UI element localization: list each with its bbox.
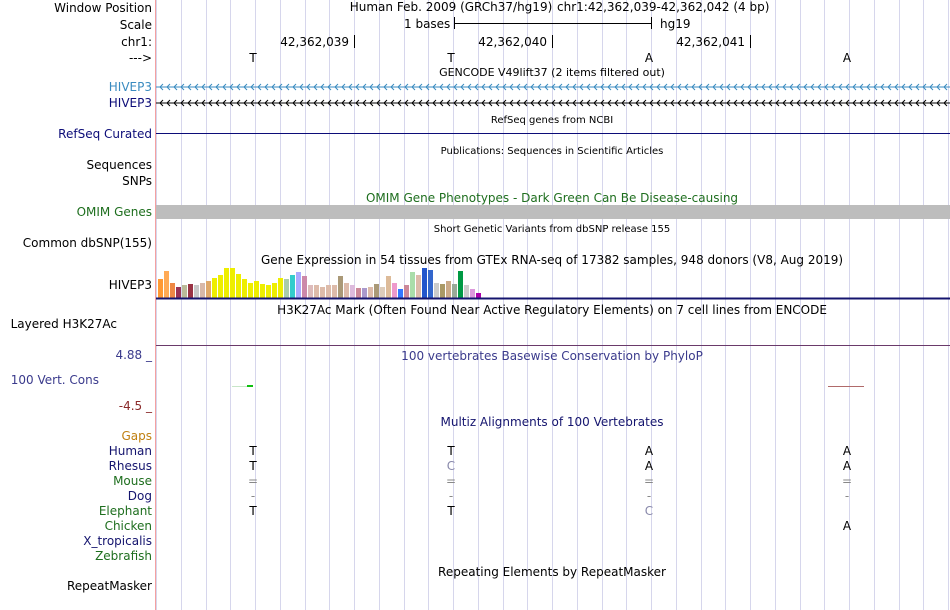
gtex-tissue-bar	[278, 278, 283, 298]
repeatmasker-track-title: Repeating Elements by RepeatMasker	[438, 565, 666, 579]
alignment-base: =	[841, 474, 853, 488]
gencode-item-label-2[interactable]: HIVEP3	[108, 96, 152, 110]
alignment-base: -	[448, 489, 454, 503]
snps-track-label[interactable]: SNPs	[122, 174, 152, 188]
gtex-tissue-bar	[458, 271, 463, 298]
repeatmasker-track-label[interactable]: RepeatMasker	[66, 579, 152, 593]
gtex-tissue-bar	[182, 285, 187, 298]
coordinate-label: 42,362,040	[478, 35, 547, 49]
gtex-tissue-bar	[320, 287, 325, 298]
species-label[interactable]: Mouse	[113, 474, 152, 488]
gtex-tissue-bar	[392, 283, 397, 298]
alignment-base: =	[247, 474, 259, 488]
alignment-base: -	[646, 489, 652, 503]
dbsnp-track-label[interactable]: Common dbSNP(155)	[22, 236, 152, 250]
gtex-tissue-bar	[416, 275, 421, 298]
gtex-tissue-bar	[176, 287, 181, 298]
gtex-tissue-bar	[272, 283, 277, 298]
gtex-tissue-bar	[452, 284, 457, 298]
alignment-base: A	[644, 459, 654, 473]
gtex-tissue-bar	[284, 279, 289, 298]
gtex-tissue-bar	[296, 272, 301, 298]
gtex-tissue-bar	[374, 284, 379, 298]
phylop-track-label[interactable]: 100 Vert. Cons	[10, 373, 99, 387]
species-label[interactable]: Rhesus	[108, 459, 152, 473]
gtex-tissue-bar	[422, 268, 427, 298]
gtex-tissue-bar	[476, 293, 481, 298]
omim-gene-bar[interactable]	[156, 205, 950, 219]
gtex-tissue-bar	[308, 285, 313, 298]
species-label[interactable]: Elephant	[98, 504, 152, 518]
gtex-tissue-bar	[338, 276, 343, 298]
gtex-tissue-bar	[428, 270, 433, 298]
alignment-base: =	[643, 474, 655, 488]
base-letter: A	[842, 51, 852, 65]
track-label-pane	[0, 0, 155, 610]
refseq-track-title: RefSeq genes from NCBI	[490, 115, 614, 126]
species-label[interactable]: X_tropicalis	[83, 534, 152, 548]
gtex-tissue-bar	[350, 285, 355, 298]
gtex-tissue-bar	[362, 288, 367, 298]
position-readout: chr1:42,362,039-42,362,042 (4 bp)	[557, 0, 770, 14]
gtex-tissue-bar	[434, 283, 439, 298]
gtex-track-title: Gene Expression in 54 tissues from GTEx RNA-seq of 17382 samples, 948 donors (V8, Aug 2019)	[260, 253, 844, 267]
species-label[interactable]: Dog	[127, 489, 152, 503]
alignment-base: C	[644, 504, 654, 518]
refseq-track-label[interactable]: RefSeq Curated	[58, 127, 152, 141]
multiz-track-title: Multiz Alignments of 100 Vertebrates	[440, 415, 664, 429]
refseq-gene-line[interactable]	[156, 133, 950, 134]
gtex-tissue-bar	[380, 287, 385, 298]
phylop-max-label: 4.88 _	[115, 348, 152, 362]
gtex-tissue-bar	[236, 274, 241, 298]
gtex-tissue-bar	[314, 285, 319, 298]
omim-track-label[interactable]: OMIM Genes	[76, 205, 152, 219]
gencode-transcript-2[interactable]	[156, 97, 950, 109]
gaps-label: Gaps	[121, 429, 152, 443]
gtex-tissue-bar	[158, 279, 163, 298]
gtex-tissue-bar	[242, 279, 247, 298]
gtex-tissue-bar	[170, 283, 175, 298]
h3k27ac-track-title: H3K27Ac Mark (Often Found Near Active Regulatory Elements) on 7 cell lines from ENCODE	[277, 303, 827, 317]
dbsnp-track-title: Short Genetic Variants from dbSNP release 155	[433, 224, 671, 235]
scale-label: Scale	[119, 18, 152, 32]
gtex-tissue-bar	[206, 281, 211, 298]
phylop-signal-negative	[828, 386, 864, 387]
gtex-tissue-bar	[224, 268, 229, 298]
gtex-tissue-bar	[248, 283, 253, 298]
gtex-tissue-bar	[446, 281, 451, 298]
alignment-base: -	[250, 489, 256, 503]
gtex-tissue-bar	[464, 285, 469, 298]
gtex-tissue-bar	[332, 285, 337, 298]
phylop-min-label: -4.5 _	[118, 399, 152, 413]
gtex-tissue-bar	[194, 285, 199, 298]
gtex-tissue-bar	[260, 284, 265, 298]
base-letter: T	[249, 51, 257, 65]
gtex-tissue-bar	[398, 289, 403, 298]
alignment-base: T	[447, 444, 455, 458]
coordinate-tick	[552, 35, 553, 48]
alignment-base: T	[249, 459, 257, 473]
gtex-tissue-bar	[200, 283, 205, 298]
gtex-tissue-bar	[302, 276, 307, 298]
alignment-base: A	[842, 459, 852, 473]
alignment-base: -	[844, 489, 850, 503]
phylop-signal-positive	[247, 385, 253, 387]
gtex-tissue-bar	[164, 271, 169, 298]
alignment-base: T	[249, 504, 257, 518]
alignment-base: A	[842, 519, 852, 533]
gtex-tissue-bar	[344, 283, 349, 298]
gencode-item-label-1[interactable]: HIVEP3	[108, 80, 152, 94]
gtex-tissue-bar	[230, 268, 235, 298]
publications-track-title: Publications: Sequences in Scientific Articles	[440, 146, 664, 157]
alignment-base: A	[842, 444, 852, 458]
species-label[interactable]: Human	[108, 444, 152, 458]
scale-bar-db: hg19	[660, 17, 691, 31]
scale-bar	[454, 17, 652, 29]
coordinate-label: 42,362,039	[280, 35, 349, 49]
gtex-tissue-bar	[440, 284, 445, 298]
gtex-tissue-bar	[368, 287, 373, 298]
gencode-track-title: GENCODE V49lift37 (2 items filtered out)	[439, 66, 665, 79]
assembly-name: Human Feb. 2009 (GRCh37/hg19)	[349, 0, 553, 14]
window-position-label: Window Position	[54, 1, 152, 15]
alignment-base: T	[249, 444, 257, 458]
gtex-track-label[interactable]: HIVEP3	[108, 278, 152, 292]
gencode-transcript-1[interactable]	[156, 81, 950, 93]
gtex-tissue-bar	[254, 281, 259, 298]
chrom-label: chr1:	[121, 35, 152, 49]
coordinate-tick	[354, 35, 355, 48]
gtex-tissue-bar	[218, 275, 223, 298]
publications-track-label[interactable]: Sequences	[86, 158, 152, 172]
gtex-tissue-bar	[410, 272, 415, 298]
species-label[interactable]: Chicken	[104, 519, 152, 533]
base-letter: A	[644, 51, 654, 65]
omim-track-title: OMIM Gene Phenotypes - Dark Green Can Be Disease-causing	[365, 191, 739, 205]
alignment-base: T	[447, 504, 455, 518]
alignment-base: =	[445, 474, 457, 488]
phylop-track-title: 100 vertebrates Basewise Conservation by PhyloP	[401, 349, 703, 363]
scale-bar-text: 1 bases	[404, 17, 451, 31]
gtex-tissue-bar	[212, 278, 217, 298]
strand-label: --->	[128, 51, 152, 65]
gtex-tissue-bar	[266, 285, 271, 298]
gtex-tissue-bar	[326, 285, 331, 298]
coordinate-label: 42,362,041	[676, 35, 745, 49]
gtex-tissue-bar	[404, 285, 409, 298]
gtex-tissue-bar	[356, 288, 361, 298]
h3k27ac-baseline	[156, 345, 950, 346]
species-label[interactable]: Zebrafish	[95, 549, 152, 563]
track-display-area[interactable]	[156, 0, 950, 610]
gtex-tissue-bar	[470, 289, 475, 298]
gtex-bar-chart[interactable]	[156, 266, 950, 300]
alignment-base: C	[446, 459, 456, 473]
gtex-tissue-bar	[188, 284, 193, 298]
coordinate-tick	[750, 35, 751, 48]
h3k27ac-track-label[interactable]: Layered H3K27Ac	[10, 317, 117, 331]
alignment-base: A	[644, 444, 654, 458]
base-letter: T	[447, 51, 455, 65]
gtex-tissue-bar	[386, 276, 391, 298]
gtex-tissue-bar	[290, 275, 295, 298]
